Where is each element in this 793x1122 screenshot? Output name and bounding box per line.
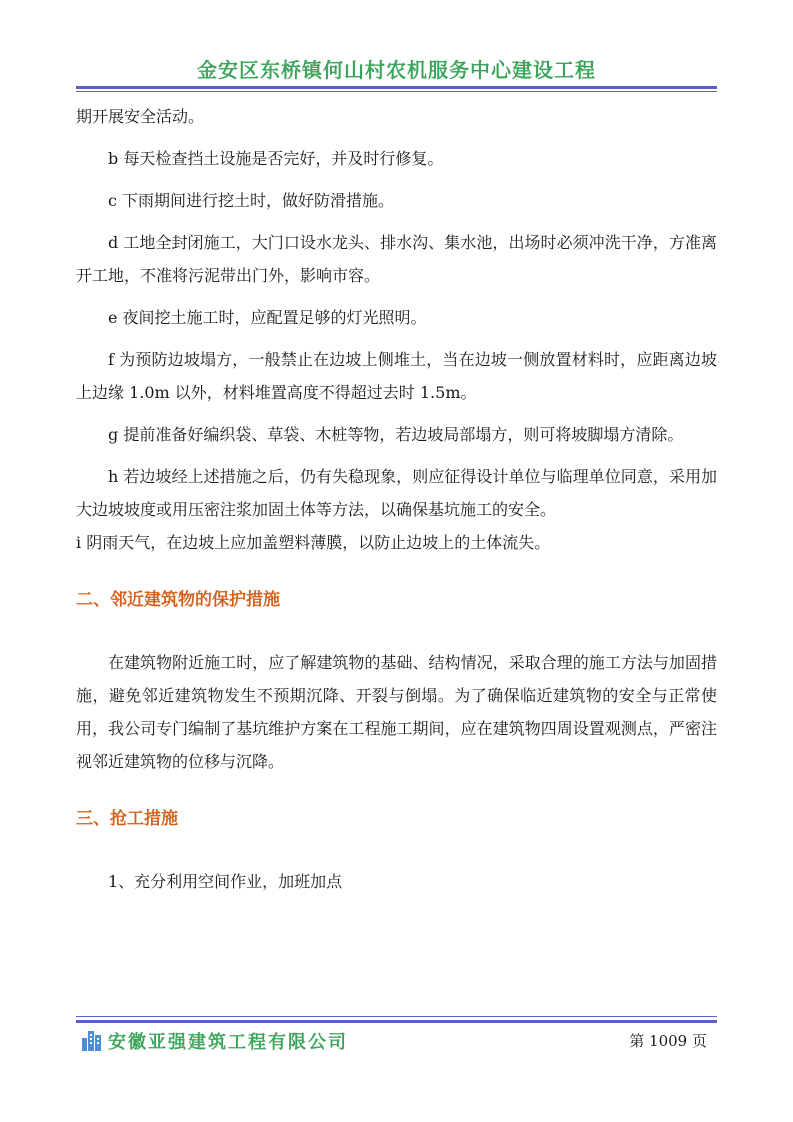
paragraph-item-e: e 夜间挖土施工时，应配置足够的灯光照明。: [108, 308, 427, 327]
page-body: [76, 100, 717, 907]
footer-rule-thin: [76, 1016, 717, 1017]
paragraph-neighbor-buildings: 在建筑物附近施工时，应了解建筑物的基础、结构情况，采取合理的施工方法与加固措施，避免邻近建筑物发生不预期沉降、开裂与倒塌。为了确保临近建筑物的安全与正常使用，我公司专门编制了基坑维护方案在工程施工期间，应在建筑物四周设置观测点，严密注视邻近建筑物的位移与沉降。: [76, 653, 717, 771]
paragraph-item-f: f 为预防边坡塌方，一般禁止在边坡上侧堆土，当在边坡一侧放置材料时，应距离边坡上边缘 1.0m 以外，材料堆置高度不得超过去时 1.5m。: [76, 350, 717, 402]
paragraph-item-c: c 下雨期间进行挖土时，做好防滑措施。: [108, 191, 395, 210]
paragraph-item-i: i 阴雨天气，在边坡上应加盖塑料薄膜，以防止边坡上的土体流失。: [76, 533, 551, 552]
paragraph-item-d: d 工地全封闭施工，大门口设水龙头、排水沟、集水池，出场时必须冲洗干净，方准离开工地，不准将污泥带出门外，影响市容。: [76, 233, 717, 285]
footer-rule-thick: [76, 1020, 717, 1023]
building-logo-icon: [80, 1028, 104, 1052]
header-title: 金安区东桥镇何山村农机服务中心建设工程: [197, 58, 596, 82]
section-heading-neighbor-buildings: 二、邻近建筑物的保护措施: [76, 590, 280, 610]
company-name: 安徽亚强建筑工程有限公司: [108, 1032, 348, 1053]
page-footer: [80, 1028, 717, 1058]
page-number: 第 1009 页: [629, 1032, 707, 1050]
header-rule-thick: [76, 86, 717, 89]
paragraph-item-h: h 若边坡经上述措施之后，仍有失稳现象，则应征得设计单位与临理单位同意，采用加大边坡坡度或用压密注浆加固土体等方法，以确保基坑施工的安全。: [76, 467, 717, 519]
paragraph-continued: 期开展安全活动。: [76, 107, 205, 126]
section-heading-rush-measures: 三、抢工措施: [76, 809, 178, 829]
paragraph-rush-item-1: 1、充分利用空间作业，加班加点: [108, 872, 343, 891]
paragraph-item-b: b 每天检查挡土设施是否完好，并及时行修复。: [108, 149, 444, 168]
header-rule-thin: [76, 91, 717, 92]
paragraph-item-g: g 提前准备好编织袋、草袋、木桩等物，若边坡局部塌方，则可将坡脚塌方清除。: [108, 425, 684, 444]
